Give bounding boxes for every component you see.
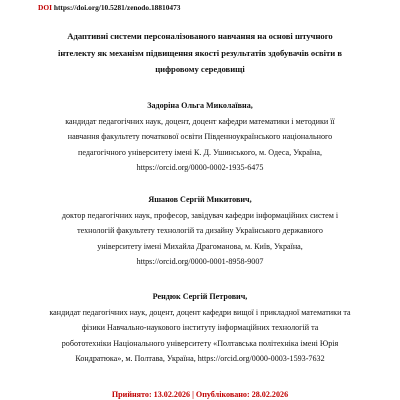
author-affiliation-line: університету імені Михайла Драгоманова, м. Київ, Україна, — [97, 241, 303, 251]
title-line: цифровому середовищі — [155, 64, 245, 74]
author-block-3 — [24, 289, 376, 367]
author-affiliation-line: кандидат педагогічних наук, доцент, доцент кафедри математики і методики її — [65, 116, 335, 126]
title-line: Адаптивні системи персоналізованого навчання на основі штучного — [67, 31, 333, 41]
doi-link[interactable]: https://doi.org/10.5281/zenodo.18810473 — [53, 3, 181, 12]
author-affiliation-line: фізики Навчально-наукового інституту інформаційних технологій та — [81, 323, 319, 333]
author-affiliation-line: робототехніки Національного університету «Полтавська політехніка імені Юрія — [61, 338, 339, 348]
author-orcid-link[interactable]: https://orcid.org/0000-0002-1935-6475 — [136, 163, 264, 173]
author-affiliation-line: педагогічного університету імені К. Д. Ушинського, м. Одеса, Україна, — [78, 147, 322, 157]
paper-title — [30, 28, 370, 78]
author-affiliation-line: доктор педагогічних наук, професор, завідувач кафедри інформаційних систем і — [61, 210, 339, 220]
doi-line — [38, 3, 181, 12]
author-block-1 — [24, 98, 376, 176]
author-name: Яшанов Сергій Микитович, — [148, 195, 252, 204]
author-name: Задоріна Ольга Миколаївна, — [147, 101, 253, 110]
publication-dates: Прийнято: 13.02.2026 | Опубліковано: 28.02.2026 — [111, 390, 289, 399]
author-affiliation-line: кандидат педагогічних наук, доцент, доцент кафедри вищої і прикладної математики та — [49, 307, 351, 317]
author-affiliation-line: технологій факультету технологій та дизайну Українського державного — [77, 226, 323, 236]
author-orcid-link[interactable]: https://orcid.org/0000-0001-8958-9007 — [136, 257, 264, 267]
author-name: Рендюк Сергій Петрович, — [152, 292, 248, 301]
title-line: інтелекту як механізм підвищення якості результатів здобувачів освіти в — [57, 47, 343, 58]
author-affiliation-line: навчання факультету початкової освіти Південноукраїнського національного — [67, 132, 333, 142]
doi-label: DOI — [38, 3, 52, 12]
author-affiliation-line[interactable]: Кондратюка», м. Полтава, Україна, https://orcid.org/0000-0003-1593-7632 — [75, 354, 325, 364]
author-block-2 — [24, 192, 376, 270]
